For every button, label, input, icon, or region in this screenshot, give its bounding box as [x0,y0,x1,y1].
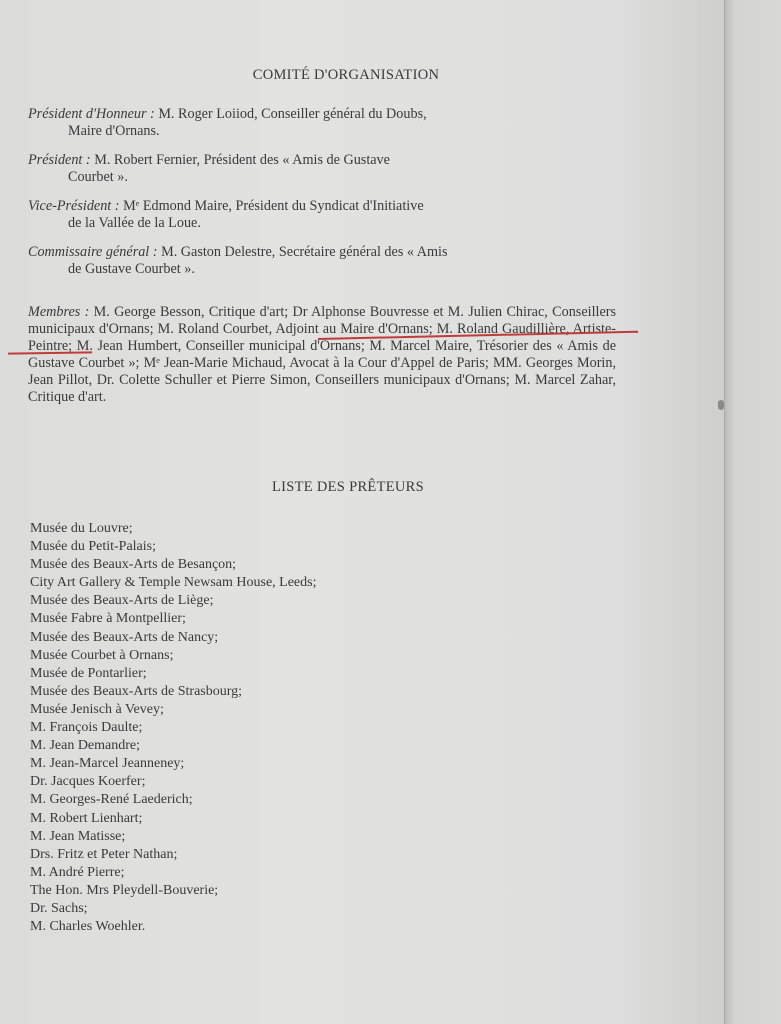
lender-item: M. Jean Matisse; [30,828,126,844]
committee-role: Président d'Honneur : [28,106,155,122]
lender-item: Musée des Beaux-Arts de Besançon; [30,557,237,573]
lender-item: Drs. Fritz et Peter Nathan; [30,846,178,862]
committee-heading: COMITÉ D'ORGANISATION [252,67,440,83]
committee-text-continued: Courbet ». [68,169,128,185]
lender-item: Musée des Beaux-Arts de Nancy; [30,629,219,645]
lenders-list [30,520,316,936]
committee-entry [28,152,616,186]
lender-item: M. André Pierre; [30,864,125,880]
lender-item: Musée des Beaux-Arts de Liège; [30,593,214,609]
committee-text: M. Robert Fernier, Président des « Amis de Gustave [94,152,390,168]
lender-item: Musée Fabre à Montpellier; [30,611,186,627]
lender-item: Musée Jenisch à Vevey; [30,701,164,717]
committee-entry [28,106,616,140]
committee-text: M. Roger Loiiod, Conseiller général du Doubs, [158,106,427,122]
committee-role: Président : [28,152,91,168]
committee-entry [28,244,616,278]
lender-item: Musée du Petit-Palais; [30,539,156,555]
lender-item: M. Georges-René Laederich; [30,792,193,808]
lender-item: The Hon. Mrs Pleydell-Bouverie; [30,882,219,898]
lender-item: Dr. Jacques Koerfer; [30,774,146,790]
lender-item: Musée Courbet à Ornans; [30,647,174,663]
committee-role: Vice-Président : [28,198,120,214]
lender-item: Dr. Sachs; [30,900,88,916]
committee-text: M. Gaston Delestre, Secrétaire général des « Amis [161,244,448,260]
lender-item: M. François Daulte; [30,720,143,736]
lender-item: M. Charles Woehler. [30,919,146,935]
lender-item: Musée de Pontarlier; [30,665,147,681]
committee-text-continued: de Gustave Courbet ». [68,261,195,277]
lender-item: M. Jean-Marcel Jeanneney; [30,756,185,772]
committee-list [28,106,616,290]
facing-page-edge [724,0,781,1024]
members-role: Membres : [28,304,90,321]
lender-item: City Art Gallery & Temple Newsam House, Leeds; [30,575,317,591]
lender-item: Musée des Beaux-Arts de Strasbourg; [30,683,243,699]
members-paragraph [28,304,616,406]
committee-entry [28,198,616,232]
committee-role: Commissaire général : [28,244,158,260]
members-text: M. George Besson, Critique d'art; Dr Alphonse Bouvresse et M. Julien Chirac, Conseillers municipaux d'Ornans; M. Roland Courbet, Adjoint au Maire d'Ornans; M. Roland Gaudillière, Artiste-Peintre; M. Jean Humbert, Conseiller municipal d'Ornans; M. Marcel Maire, Trésorier des « Amis de Gustave Courbet »; Mᵉ Jean-Marie Michaud, Avocat à la Cour d'Appel de Paris; MM. Georges Morin, Jean Pillot, Dr. Colette Schuller et Pierre Simon, Conseillers municipaux d'Ornans; M. Marcel Zahar, Critique d'art. [28,304,616,406]
committee-text-continued: de la Vallée de la Loue. [68,215,201,231]
lender-item: M. Robert Lienhart; [30,810,143,826]
lender-item: Musée du Louvre; [30,521,133,536]
committee-text: Mᵉ Edmond Maire, Président du Syndicat d'Initiative [123,198,424,214]
lender-item: M. Jean Demandre; [30,738,141,754]
committee-text-continued: Maire d'Ornans. [68,123,160,139]
lenders-heading: LISTE DES PRÊTEURS [271,479,425,495]
